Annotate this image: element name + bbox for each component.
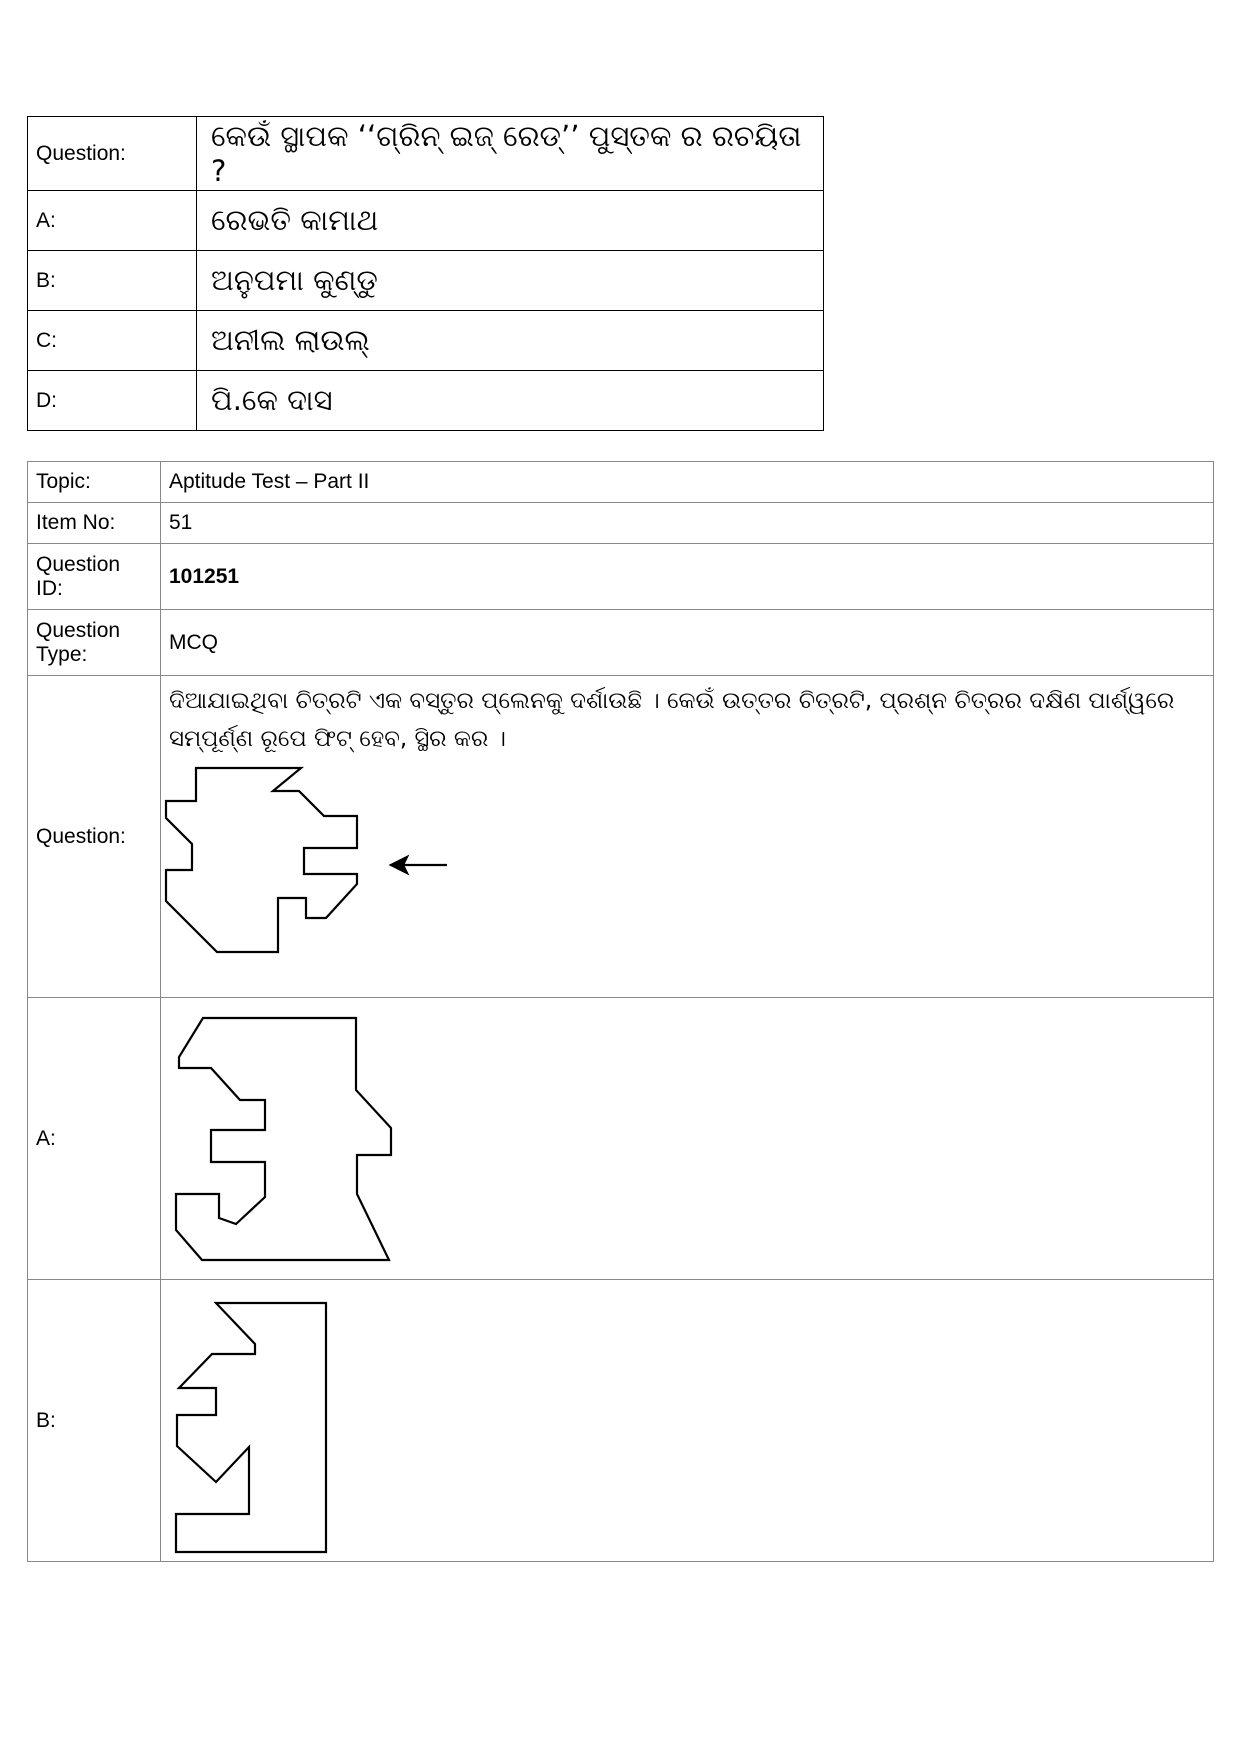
question-figure: [161, 758, 461, 978]
option-row-c: [28, 311, 824, 371]
option-b-label: B:: [28, 251, 197, 311]
question-type-value: MCQ: [161, 610, 1214, 676]
option-a-shape: [176, 1018, 391, 1260]
option-b-figure-row: [28, 1280, 1214, 1562]
question-table: [27, 116, 824, 431]
item-no-label: Item No:: [28, 503, 161, 544]
option-d-text: ପି.କେ ଦାସ: [197, 371, 824, 431]
topic-label: Topic:: [28, 462, 161, 503]
question-id-label: Question ID:: [28, 544, 161, 610]
question-label: Question:: [28, 117, 197, 191]
option-row-d: [28, 371, 824, 431]
figure-question-text: ଦିଆଯାଇଥିବା ଚିତ୍ରଟି ଏକ ବସ୍ତୁର ପ୍ଲେନକୁ ଦର୍ଶାଉଛି । କେଉଁ ଉତ୍ତର ଚିତ୍ରଟି, ପ୍ରଶ୍ନ ଚିତ୍ରର ଦକ୍ଷିଣ ପାର୍ଶ୍ୱରେ ସମ୍ପୂର୍ଣ୍ଣ ରୂପେ ଫିଟ୍ ହେବ, ସ୍ଥିର କର ।: [169, 688, 1175, 752]
topic-row: [28, 462, 1214, 503]
option-a-text: ରେଭତି କାମାଥ: [197, 191, 824, 251]
option-d-label: D:: [28, 371, 197, 431]
option-row-a: [28, 191, 824, 251]
option-row-b: [28, 251, 824, 311]
figure-question-label: Question:: [28, 676, 161, 998]
option-c-label: C:: [28, 311, 197, 371]
item-no-row: [28, 503, 1214, 544]
question-type-label: Question Type:: [28, 610, 161, 676]
option-b-text: ଅନୁପମା କୁଣ୍ଡୁ: [197, 251, 824, 311]
figure-option-a-label: A:: [28, 998, 161, 1280]
figure-option-b-label: B:: [28, 1280, 161, 1562]
option-b-figure: [161, 1286, 461, 1556]
topic-value: Aptitude Test – Part II: [161, 462, 1214, 503]
question-row: [28, 117, 824, 191]
option-c-text: ଅନୀଲ ଲାଉଲ୍: [197, 311, 824, 371]
item-table: [27, 461, 1214, 1562]
item-no-value: 51: [161, 503, 1214, 544]
question-id-row: [28, 544, 1214, 610]
question-id-value: 101251: [161, 544, 1214, 610]
question-shape: [166, 768, 357, 952]
option-a-figure-row: [28, 998, 1214, 1280]
option-a-figure: [161, 1004, 461, 1274]
figure-question-row: [28, 676, 1214, 998]
question-text: କେଉଁ ସ୍ଥାପକ ‘‘ଗ୍ରିନ୍ ଇଜ୍ ରେଡ୍’’ ପୁସ୍ତକ ର ରଚୟିତା ?: [197, 117, 824, 191]
question-type-row: [28, 610, 1214, 676]
option-a-label: A:: [28, 191, 197, 251]
option-b-shape: [176, 1303, 326, 1552]
